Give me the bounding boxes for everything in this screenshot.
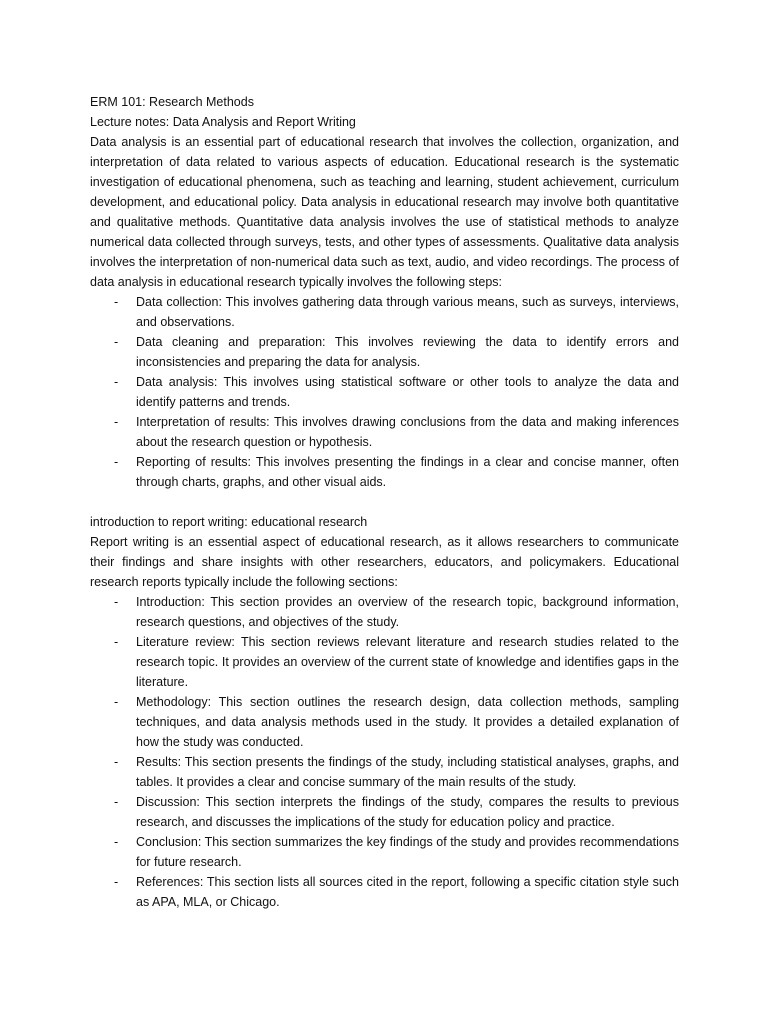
bullet-dash: -	[114, 455, 119, 469]
bullet-dash: -	[114, 835, 119, 849]
paragraph-spacer	[90, 492, 679, 512]
list-item	[90, 452, 679, 492]
list-item-text: Discussion: This section interprets the findings of the study, compares the results to previous research, and discusses the implications of the study for education policy and practice.	[136, 795, 679, 829]
list-item	[90, 872, 679, 912]
bullet-dash: -	[114, 795, 119, 809]
list-item-text: Results: This section presents the findings of the study, including statistical analyses, graphs, and tables. It provides a clear and concise summary of the main results of the study.	[136, 755, 679, 789]
list-item	[90, 372, 679, 412]
list-item-text: References: This section lists all sources cited in the report, following a specific citation style such as APA, MLA, or Chicago.	[136, 875, 679, 909]
list-item	[90, 832, 679, 872]
list-item-text: Interpretation of results: This involves drawing conclusions from the data and making inferences about the research question or hypothesis.	[136, 415, 679, 449]
list-item	[90, 792, 679, 832]
list-item-text: Introduction: This section provides an overview of the research topic, background information, research questions, and objectives of the study.	[136, 595, 679, 629]
list-item	[90, 292, 679, 332]
intro-paragraph: Data analysis is an essential part of educational research that involves the collection, organization, and interpretation of data related to various aspects of education. Educational research is the systematic investigation of educational phenomena, such as teaching and learning, student achievement, curriculum development, and educational policy. Data analysis in educational research may involve both quantitative and qualitative methods. Quantitative data analysis involves the use of statistical methods to analyze numerical data collected through surveys, tests, and other types of assessments. Qualitative data analysis involves the interpretation of non-numerical data such as text, audio, and video recordings. The process of data analysis in educational research typically involves the following steps:	[90, 135, 679, 289]
lecture-title: Lecture notes: Data Analysis and Report Writing	[90, 115, 356, 129]
list-item-text: Methodology: This section outlines the research design, data collection methods, sampling techniques, and data analysis methods used in the study. It provides a detailed explanation of how the study was conducted.	[136, 695, 679, 749]
list-item-text: Data cleaning and preparation: This involves reviewing the data to identify errors and inconsistencies and preparing the data for analysis.	[136, 335, 679, 369]
course-title: ERM 101: Research Methods	[90, 95, 254, 109]
report-heading: introduction to report writing: educational research	[90, 515, 368, 529]
list-item	[90, 692, 679, 752]
bullet-dash: -	[114, 415, 119, 429]
bullet-dash: -	[114, 695, 119, 709]
list-item	[90, 632, 679, 692]
report-sections-list	[90, 592, 679, 912]
bullet-dash: -	[114, 335, 119, 349]
list-item-text: Literature review: This section reviews relevant literature and research studies related to the research topic. It provides an overview of the current state of knowledge and identifies gaps in the literature.	[136, 635, 679, 689]
list-item	[90, 752, 679, 792]
list-item-text: Conclusion: This section summarizes the key findings of the study and provides recommendations for future research.	[136, 835, 679, 869]
list-item-text: Reporting of results: This involves presenting the findings in a clear and concise manner, often through charts, graphs, and other visual aids.	[136, 455, 679, 489]
list-item-text: Data analysis: This involves using statistical software or other tools to analyze the data and identify patterns and trends.	[136, 375, 679, 409]
bullet-dash: -	[114, 595, 119, 609]
bullet-dash: -	[114, 875, 119, 889]
list-item	[90, 412, 679, 452]
report-paragraph: Report writing is an essential aspect of educational research, as it allows researchers to communicate their findings and share insights with other researchers, educators, and policymakers. Educational research reports typically include the following sections:	[90, 535, 679, 589]
bullet-dash: -	[114, 295, 119, 309]
analysis-steps-list	[90, 292, 679, 492]
list-item	[90, 592, 679, 632]
bullet-dash: -	[114, 755, 119, 769]
list-item	[90, 332, 679, 372]
list-item-text: Data collection: This involves gathering data through various means, such as surveys, interviews, and observations.	[136, 295, 679, 329]
document-page	[90, 92, 679, 912]
bullet-dash: -	[114, 375, 119, 389]
bullet-dash: -	[114, 635, 119, 649]
